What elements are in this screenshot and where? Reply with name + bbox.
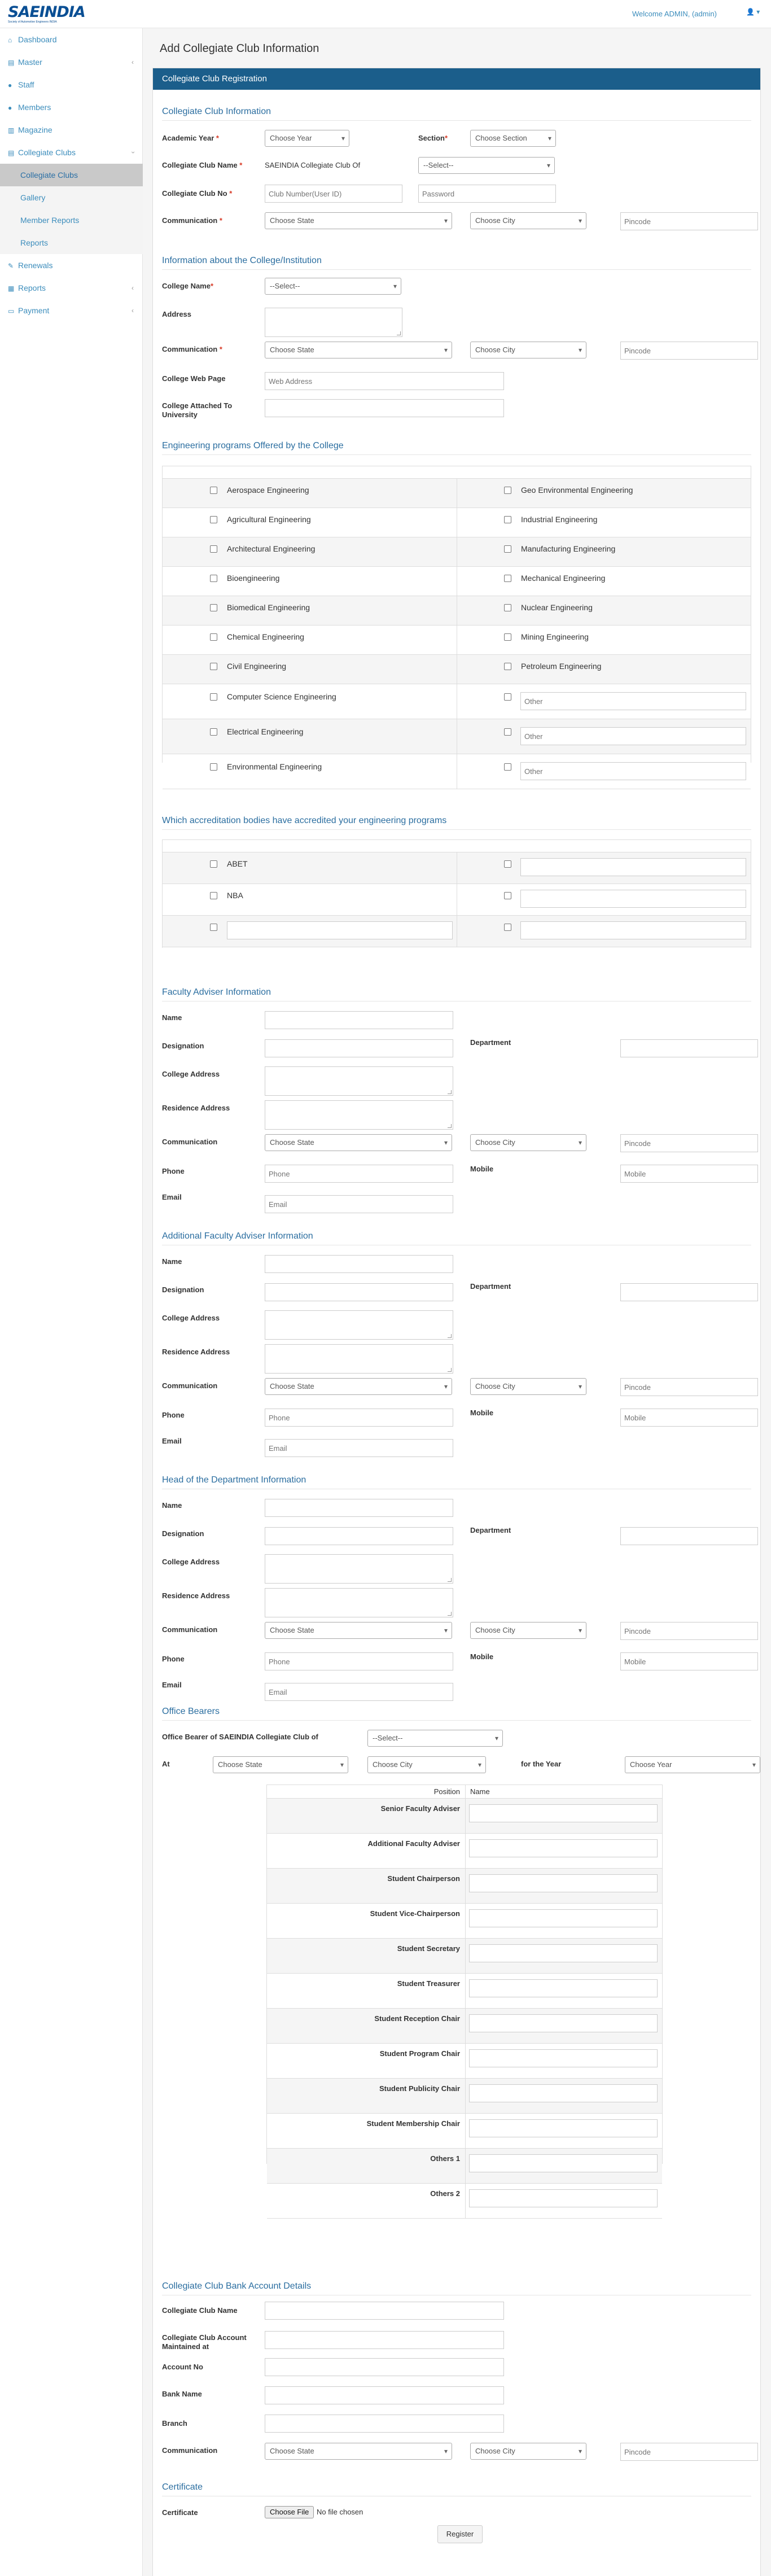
accreditation-checkbox[interactable] [504, 892, 511, 899]
program-checkbox[interactable] [504, 545, 511, 553]
other-accreditation-input[interactable] [520, 890, 746, 908]
email-input[interactable] [265, 1195, 453, 1213]
college-address-textarea[interactable] [265, 1310, 453, 1340]
sidebar-item-label: Collegiate Clubs [18, 148, 76, 157]
column-divider [465, 1834, 466, 1868]
communication-label: Communication [162, 1625, 218, 1634]
email-label: Email [162, 1681, 182, 1689]
chevron-left-icon: ‹ [132, 307, 134, 314]
office-bearer-name-input[interactable] [469, 2119, 658, 2137]
office-bearer-club-select[interactable]: --Select-- ▾ [367, 1730, 503, 1747]
other-accreditation-input[interactable] [520, 921, 746, 939]
column-divider [465, 1974, 466, 2008]
registration-panel [152, 68, 761, 2576]
pincode-input[interactable] [620, 2443, 758, 2461]
column-divider [465, 1869, 466, 1903]
office-bearer-position: Student Publicity Chair [379, 2084, 460, 2093]
sidebar-subitem-collegiate-clubs[interactable]: Collegiate Clubs [0, 164, 143, 186]
college-name-label: College Name* [162, 282, 214, 290]
phone-label: Phone [162, 1411, 185, 1419]
sidebar-item-dashboard[interactable] [0, 28, 143, 51]
program-label: Bioengineering [227, 574, 280, 583]
file-icon: ▤ [8, 149, 15, 157]
program-checkbox[interactable] [504, 663, 511, 670]
section-select[interactable]: Choose Section ▾ [470, 130, 556, 147]
divider [162, 829, 751, 830]
club-no-input[interactable] [265, 185, 402, 203]
file-icon: ▤ [8, 59, 15, 67]
for-the-year-label: for the Year [521, 1760, 562, 1768]
club-name-select[interactable]: --Select-- ▾ [418, 157, 555, 174]
program-label: Biomedical Engineering [227, 603, 310, 612]
residence-address-label: Residence Address [162, 1104, 230, 1112]
section-heading: Collegiate Club Information [162, 107, 271, 116]
college-address-label: College Address [162, 1070, 220, 1078]
department-label: Department [470, 1038, 511, 1047]
divider [162, 269, 751, 270]
pincode-input[interactable] [620, 212, 758, 230]
program-checkbox[interactable] [504, 516, 511, 523]
year-select[interactable]: Choose Year ▾ [625, 1756, 760, 1773]
saeindia-logo[interactable] [8, 3, 85, 25]
communication-label: Communication [162, 2446, 218, 2455]
program-row [163, 754, 751, 789]
academic-year-select[interactable]: Choose Year ▾ [265, 130, 349, 147]
designation-label: Designation [162, 1042, 204, 1050]
name-label: Name [162, 1257, 182, 1266]
sidebar-item-label: Dashboard [18, 35, 57, 44]
accreditation-table [162, 839, 751, 948]
mobile-label: Mobile [470, 1409, 494, 1417]
web-page-input[interactable] [265, 372, 504, 390]
branch-label: Branch [162, 2419, 187, 2428]
account-no-input[interactable] [265, 2358, 504, 2376]
office-bearer-name-input[interactable] [469, 2049, 658, 2067]
office-bearer-position: Student Reception Chair [374, 2014, 460, 2023]
office-bearer-row [267, 1939, 662, 1974]
program-checkbox[interactable] [210, 516, 217, 523]
program-row [163, 626, 751, 655]
office-bearer-position: Student Vice-Chairperson [370, 1909, 460, 1918]
program-checkbox[interactable] [210, 545, 217, 553]
email-label: Email [162, 1193, 182, 1201]
column-divider [465, 2184, 466, 2218]
college-address-label: College Address [162, 1558, 220, 1566]
office-bearer-row [267, 2044, 662, 2079]
department-label: Department [470, 1282, 511, 1291]
city-select[interactable]: Choose City ▾ [470, 1622, 586, 1639]
sidebar-item-payment[interactable] [0, 299, 143, 322]
logo-text: SAEINDIA [8, 3, 85, 21]
office-bearer-row [267, 1904, 662, 1939]
program-checkbox[interactable] [210, 663, 217, 670]
program-checkbox[interactable] [210, 575, 217, 582]
sidebar-item-label: Payment [18, 306, 50, 315]
chevron-down-icon: ‹ [129, 151, 137, 154]
program-checkbox[interactable] [210, 633, 217, 641]
user-icon: ● [8, 81, 12, 89]
name-label: Name [162, 1013, 182, 1022]
office-bearer-position: Student Treasurer [397, 1979, 460, 1988]
designation-input[interactable] [265, 1039, 453, 1057]
accreditation-checkbox[interactable] [504, 924, 511, 931]
residence-address-textarea[interactable] [265, 1588, 453, 1617]
office-bearer-name-input[interactable] [469, 1979, 658, 1997]
program-label: Nuclear Engineering [521, 603, 593, 612]
program-row [163, 567, 751, 596]
content-area [143, 28, 771, 2576]
city-select[interactable]: Choose City ▾ [470, 2443, 586, 2460]
program-checkbox[interactable] [210, 604, 217, 611]
office-bearer-position: Others 2 [430, 2189, 460, 2198]
edit-icon: ✎ [8, 262, 14, 270]
card-icon: ▭ [8, 307, 15, 315]
office-bearer-row [267, 2184, 662, 2219]
phone-label: Phone [162, 1167, 185, 1175]
address-label: Address [162, 310, 192, 318]
designation-label: Designation [162, 1285, 204, 1294]
office-bearer-position: Student Membership Chair [366, 2119, 460, 2128]
column-divider [465, 2114, 466, 2148]
caret-down-icon: ▾ [756, 8, 760, 16]
communication-label: Communication * [162, 216, 222, 225]
state-select[interactable]: Choose State ▾ [265, 1622, 452, 1639]
program-row [163, 479, 751, 508]
program-checkbox[interactable] [504, 728, 511, 736]
mobile-input[interactable] [620, 1652, 758, 1670]
accreditation-row [163, 852, 751, 884]
section-heading: Information about the College/Institution [162, 256, 322, 265]
sidebar-item-label: Master [18, 58, 42, 67]
column-divider [465, 2079, 466, 2113]
at-label: At [162, 1760, 170, 1768]
email-input[interactable] [265, 1683, 453, 1701]
office-bearer-position: Others 1 [430, 2154, 460, 2163]
program-label: Civil Engineering [227, 662, 287, 671]
office-bearer-row [267, 1869, 662, 1904]
column-header-position: Position [433, 1787, 460, 1796]
sidebar-item-label: Magazine [18, 125, 52, 134]
sidebar-item-staff[interactable] [0, 73, 143, 96]
sidebar-item-label: Staff [18, 80, 34, 89]
state-select[interactable]: Choose State ▾ [265, 2443, 452, 2460]
chevron-left-icon: ‹ [132, 58, 134, 66]
divider [162, 1720, 751, 1721]
college-address-label: College Address [162, 1314, 220, 1322]
section-heading: Certificate [162, 2482, 203, 2492]
city-select[interactable]: Choose City ▾ [470, 212, 586, 229]
register-button[interactable]: Register [437, 2525, 483, 2543]
program-row [163, 508, 751, 537]
accreditation-checkbox[interactable] [210, 860, 217, 868]
other-accreditation-input[interactable] [227, 921, 453, 939]
phone-label: Phone [162, 1655, 185, 1663]
city-select[interactable]: Choose City ▾ [470, 1378, 586, 1395]
state-select[interactable]: Choose State ▾ [265, 212, 452, 229]
office-bearer-of-label: Office Bearer of SAEINDIA Collegiate Club of [162, 1733, 318, 1741]
residence-address-label: Residence Address [162, 1591, 230, 1600]
office-bearer-name-input[interactable] [469, 1874, 658, 1892]
divider [162, 454, 751, 455]
office-bearer-row [267, 1834, 662, 1869]
name-label: Name [162, 1501, 182, 1510]
office-bearer-position: Student Program Chair [379, 2049, 460, 2058]
mobile-label: Mobile [470, 1652, 494, 1661]
panel-title: Collegiate Club Registration [153, 68, 760, 90]
phone-input[interactable] [265, 1165, 453, 1183]
user-icon: 👤 [746, 8, 755, 16]
column-divider [465, 1904, 466, 1938]
email-input[interactable] [265, 1439, 453, 1457]
column-header-name: Name [470, 1787, 490, 1796]
office-bearer-row [267, 2009, 662, 2044]
top-navbar [0, 0, 771, 28]
sidebar-subitem-gallery[interactable]: Gallery [0, 186, 143, 209]
department-input[interactable] [620, 1039, 758, 1057]
email-label: Email [162, 1437, 182, 1445]
program-label: Mining Engineering [521, 632, 589, 641]
sidebar-item-collegiate-clubs[interactable] [0, 141, 143, 164]
program-checkbox[interactable] [504, 487, 511, 494]
program-checkbox[interactable] [210, 693, 217, 701]
accreditation-checkbox[interactable] [210, 892, 217, 899]
bank-club-name-input[interactable] [265, 2302, 504, 2320]
name-input[interactable] [265, 1255, 453, 1273]
bank-name-input[interactable] [265, 2386, 504, 2404]
column-divider [465, 1939, 466, 1973]
state-select[interactable]: Choose State ▾ [265, 342, 452, 358]
academic-year-label: Academic Year * [162, 134, 219, 142]
pincode-input[interactable] [620, 1622, 758, 1640]
section-heading: Office Bearers [162, 1707, 220, 1716]
choose-file-button[interactable]: Choose File [265, 2506, 314, 2518]
dashboard-icon: ⌂ [8, 36, 12, 44]
phone-input[interactable] [265, 1409, 453, 1427]
program-checkbox[interactable] [504, 633, 511, 641]
residence-address-textarea[interactable] [265, 1100, 453, 1130]
program-checkbox[interactable] [504, 604, 511, 611]
communication-label: Communication [162, 1381, 218, 1390]
page-title: Add Collegiate Club Information [160, 42, 319, 55]
web-page-label: College Web Page [162, 374, 226, 383]
program-checkbox[interactable] [504, 575, 511, 582]
program-row [163, 537, 751, 567]
city-select[interactable]: Choose City ▾ [367, 1756, 486, 1773]
pincode-input[interactable] [620, 1378, 758, 1396]
department-input[interactable] [620, 1527, 758, 1545]
table-icon: ▦ [8, 285, 15, 292]
accreditation-label: NBA [227, 891, 243, 900]
office-bearer-name-input[interactable] [469, 2189, 658, 2207]
program-row [163, 596, 751, 626]
accreditation-checkbox[interactable] [210, 924, 217, 931]
section-heading: Head of the Department Information [162, 1475, 306, 1485]
college-name-select[interactable]: --Select-- ▾ [265, 278, 401, 295]
program-label: Petroleum Engineering [521, 662, 602, 671]
account-maintained-input[interactable] [265, 2331, 504, 2349]
sidebar-item-renewals[interactable] [0, 254, 143, 277]
office-bearer-name-input[interactable] [469, 1804, 658, 1822]
program-row [163, 655, 751, 684]
column-divider [465, 2044, 466, 2078]
mobile-label: Mobile [470, 1165, 494, 1173]
name-input[interactable] [265, 1499, 453, 1517]
table-header-row [267, 1785, 662, 1799]
sidebar-subitem-reports[interactable]: Reports [0, 231, 143, 254]
accreditation-row [163, 884, 751, 916]
branch-input[interactable] [265, 2415, 504, 2433]
office-bearer-position: Additional Faculty Adviser [367, 1839, 460, 1848]
welcome-text: Welcome ADMIN, (admin) [632, 10, 717, 18]
accreditation-label: ABET [227, 859, 248, 868]
club-name-prefix: SAEINDIA Collegiate Club Of [265, 161, 361, 169]
office-bearer-name-input[interactable] [469, 1909, 658, 1927]
address-textarea[interactable] [265, 308, 402, 337]
column-divider [465, 2149, 466, 2183]
sidebar-item-label: Reports [18, 283, 46, 292]
name-input[interactable] [265, 1011, 453, 1029]
sidebar [0, 28, 143, 2576]
table-header-row [163, 840, 751, 852]
state-select[interactable]: Choose State ▾ [213, 1756, 348, 1773]
other-accreditation-input[interactable] [520, 858, 746, 876]
office-bearer-row [267, 2079, 662, 2114]
table-header-row [163, 466, 751, 479]
bank-name-label: Bank Name [162, 2390, 202, 2398]
designation-input[interactable] [265, 1527, 453, 1545]
section-heading: Which accreditation bodies have accredited your engineering programs [162, 816, 447, 825]
office-bearer-position: Student Secretary [397, 1944, 460, 1953]
program-label: Computer Science Engineering [227, 692, 336, 701]
office-bearer-row [267, 2114, 662, 2149]
office-bearer-name-input[interactable] [469, 2154, 658, 2172]
phone-input[interactable] [265, 1652, 453, 1670]
sidebar-item-label: Renewals [18, 261, 53, 270]
office-bearers-table [266, 1785, 663, 2198]
pincode-input[interactable] [620, 342, 758, 360]
program-checkbox[interactable] [504, 763, 511, 771]
section-heading: Collegiate Club Bank Account Details [162, 2281, 312, 2291]
file-status: No file chosen [317, 2508, 363, 2516]
book-icon: ▥ [8, 126, 15, 134]
other-program-input[interactable] [520, 692, 746, 710]
attached-university-label: College Attached To University [162, 401, 233, 419]
column-divider [465, 1799, 466, 1833]
state-select[interactable]: Choose State ▾ [265, 1378, 452, 1395]
office-bearer-position: Senior Faculty Adviser [380, 1804, 460, 1813]
bank-club-name-label: Collegiate Club Name [162, 2306, 238, 2315]
section-heading: Faculty Adviser Information [162, 987, 271, 997]
divider [162, 120, 751, 121]
sidebar-item-magazine[interactable] [0, 119, 143, 141]
residence-address-label: Residence Address [162, 1348, 230, 1356]
program-row [163, 684, 751, 719]
office-bearer-row [267, 2149, 662, 2184]
college-address-textarea[interactable] [265, 1554, 453, 1584]
other-program-input[interactable] [520, 727, 746, 745]
program-label: Aerospace Engineering [227, 486, 309, 495]
account-no-label: Account No [162, 2363, 203, 2371]
mobile-input[interactable] [620, 1165, 758, 1183]
accreditation-checkbox[interactable] [504, 860, 511, 868]
program-row [163, 719, 751, 754]
office-bearer-name-input[interactable] [469, 2014, 658, 2032]
state-select[interactable]: Choose State ▾ [265, 1134, 452, 1151]
communication-label: Communication * [162, 345, 222, 353]
program-label: Geo Environmental Engineering [521, 486, 633, 495]
city-select[interactable]: Choose City ▾ [470, 1134, 586, 1151]
residence-address-textarea[interactable] [265, 1344, 453, 1374]
program-label: Mechanical Engineering [521, 574, 606, 583]
office-bearer-name-input[interactable] [469, 2084, 658, 2102]
pincode-input[interactable] [620, 1134, 758, 1152]
program-checkbox[interactable] [504, 693, 511, 701]
section-label: Section* [418, 134, 448, 142]
accreditation-row [163, 916, 751, 947]
program-label: Environmental Engineering [227, 762, 322, 771]
program-label: Industrial Engineering [521, 515, 598, 524]
mobile-input[interactable] [620, 1409, 758, 1427]
program-checkbox[interactable] [210, 763, 217, 771]
program-label: Electrical Engineering [227, 727, 304, 736]
program-label: Agricultural Engineering [227, 515, 311, 524]
password-input[interactable] [418, 185, 556, 203]
program-label: Architectural Engineering [227, 544, 316, 553]
logo-subtext: Society of Automotive Engineers INDIA [8, 20, 57, 24]
program-checkbox[interactable] [210, 487, 217, 494]
program-checkbox[interactable] [210, 728, 217, 736]
office-bearer-position: Student Chairperson [387, 1874, 460, 1883]
section-heading: Additional Faculty Adviser Information [162, 1231, 313, 1241]
attached-university-input[interactable] [265, 399, 504, 417]
column-divider [465, 1785, 466, 1798]
sidebar-item-label: Members [18, 103, 51, 112]
sidebar-item-master[interactable] [0, 51, 143, 73]
office-bearer-row [267, 1974, 662, 2009]
designation-input[interactable] [265, 1283, 453, 1301]
club-name-label: Collegiate Club Name * [162, 161, 243, 169]
communication-label: Communication [162, 1138, 218, 1146]
program-label: Chemical Engineering [227, 632, 304, 641]
department-input[interactable] [620, 1283, 758, 1301]
college-address-textarea[interactable] [265, 1066, 453, 1096]
office-bearer-row [267, 1799, 662, 1834]
sidebar-item-reports[interactable] [0, 277, 143, 299]
designation-label: Designation [162, 1529, 204, 1538]
account-maintained-label: Collegiate Club Account Maintained at [162, 2333, 247, 2351]
program-label: Manufacturing Engineering [521, 544, 616, 553]
office-bearer-name-input[interactable] [469, 1944, 658, 1962]
programs-table [162, 466, 751, 771]
certificate-label: Certificate [162, 2508, 198, 2517]
section-heading: Engineering programs Offered by the College [162, 441, 344, 451]
sidebar-subitem-member-reports[interactable]: Member Reports [0, 209, 143, 231]
column-divider [465, 2009, 466, 2043]
office-bearer-name-input[interactable] [469, 1839, 658, 1857]
club-no-label: Collegiate Club No * [162, 189, 233, 198]
users-icon: ● [8, 104, 12, 112]
sidebar-item-members[interactable] [0, 96, 143, 119]
city-select[interactable]: Choose City ▾ [470, 342, 586, 358]
user-menu-toggle[interactable] [746, 8, 765, 19]
other-program-input[interactable] [520, 762, 746, 780]
department-label: Department [470, 1526, 511, 1534]
chevron-left-icon: ‹ [132, 284, 134, 292]
